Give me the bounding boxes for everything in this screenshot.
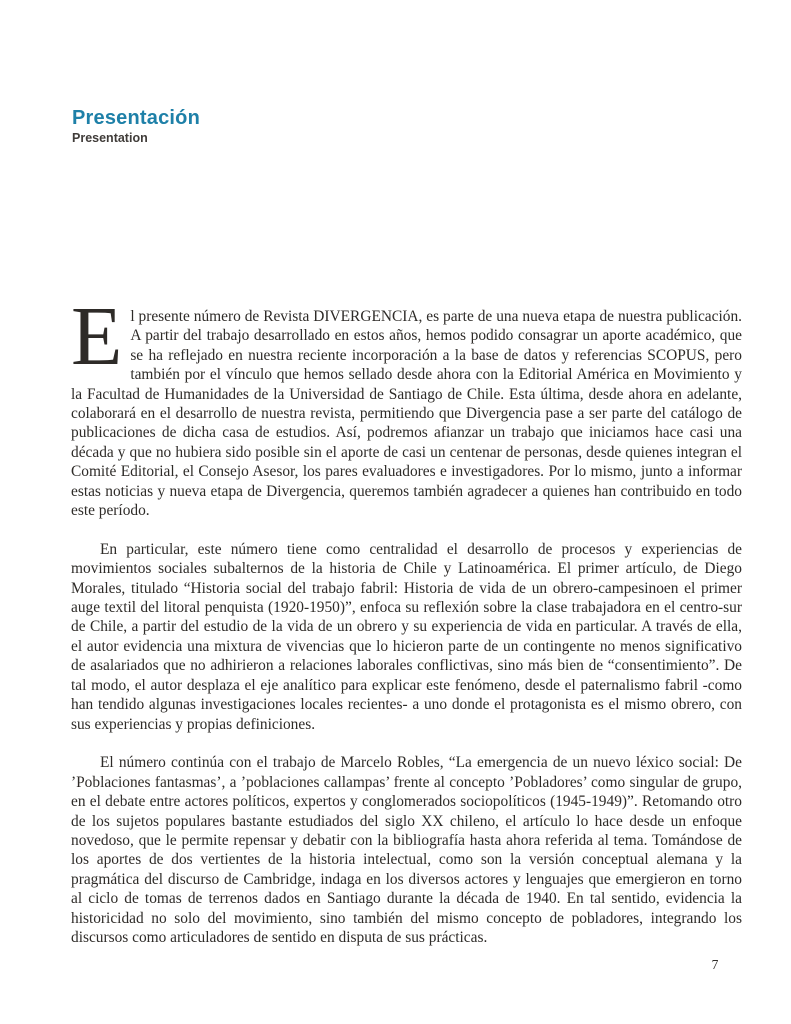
drop-cap: E [71, 290, 123, 383]
article-body [71, 290, 742, 947]
body-paragraph: El número continúa con el trabajo de Marcelo Robles, “La emergencia de un nuevo léxico social: De ’Poblaciones fantasmas’, a ’poblaciones callampas’ frente al concepto ’Pobladores’ como singular de grupo, en el debate entre actores políticos, expertos y conglomerados sociopolíticos (1945-1949)”. Retomando otro de los sujetos populares bastante estudiados del siglo XX chileno, el artículo lo hace desde un enfoque novedoso, que le permite repensar y debatir con la bibliografía hasta ahora referida al tema. Tomándose de los aportes de dos vertientes de la historia intelectual, como son la versión conceptual alemana y la pragmática del discurso de Cambridge, indaga en los diversos actores y lenguajes que emergieron en torno al ciclo de tomas de terrenos dados en Santiago durante la década de 1940. En tal sentido, evidencia la historicidad no solo del movimiento, sino también del mismo concepto de pobladores, integrando los discursos como articuladores de sentido en disputa de sus prácticas. [71, 754, 742, 946]
body-paragraph: En particular, este número tiene como centralidad el desarrollo de procesos y experiencias de movimientos sociales subalternos de la historia de Chile y Latinoamérica. El primer artículo, de Diego Morales, titulado “Historia social del trabajo fabril: Historia de vida de un obrero-campesinoen el primer auge textil del litoral penquista (1920-1950)”, enfoca su reflexión sobre la clase trabajadora en el centro-sur de Chile, a partir del estudio de la vida de un obrero y su experiencia de vida en particular. A través de ella, el autor evidencia una mixtura de vivencias que lo hicieron parte de un contingente no menos significativo de asalariados que no adhirieron a relaciones laborales conflictivas, sino más bien de “consentimiento”. De tal modo, el autor desplaza el eje analítico para explicar este fenómeno, desde el paternalismo fabril -como han tendido algunas investigaciones locales recientes- a uno donde el protagonista es el mismo obrero, con sus experiencias y propias definiciones. [71, 540, 742, 733]
page-subtitle: Presentation [72, 131, 148, 145]
body-paragraph [71, 290, 742, 520]
page-title: Presentación [72, 107, 201, 129]
section-header [72, 107, 200, 146]
paragraph-text: l presente número de Revista DIVERGENCIA, es parte de una nueva etapa de nuestra publicación. A partir del trabajo desarrollado en estos años, hemos podido consagrar un aporte académico, que se ha reflejado en nuestra reciente incorporación a la base de datos y referencias SCOPUS, pero también por el vínculo que hemos sellado desde ahora con la Editorial América en Movimiento y la Facultad de Humanidades de la Universidad de Santiago de Chile. Esta última, desde ahora en adelante, colaborará en el desarrollo de nuestra revista, permitiendo que Divergencia pase a ser parte del catálogo de publicaciones de dicha casa de estudios. Así, podremos afianzar un trabajo que iniciamos hace casi una década y que no hubiera sido posible sin el aporte de casi un centenar de personas, desde quienes integran el Comité Editorial, el Consejo Asesor, los pares evaluadores e investigadores. Por lo mismo, junto a informar estas noticias y nueva etapa de Divergencia, queremos también agradecer a quienes han contribuido en todo este período. [71, 308, 742, 520]
page-number: 7 [711, 957, 719, 972]
